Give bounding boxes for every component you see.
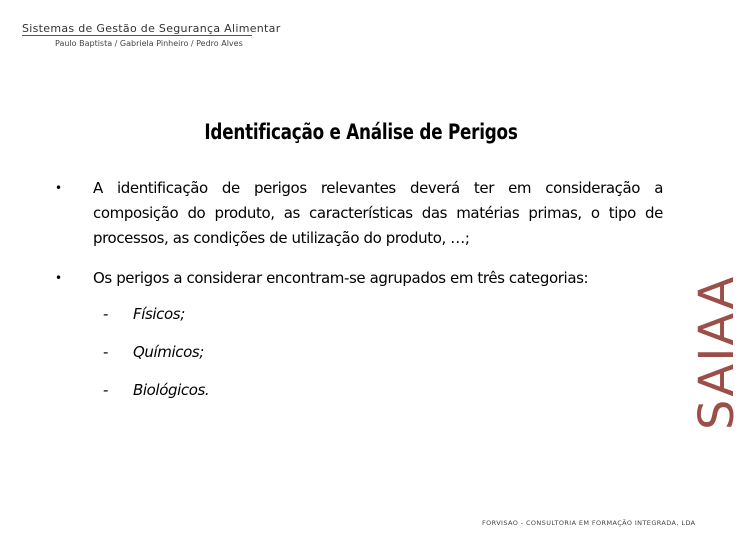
bullet-marker: • [55, 181, 62, 195]
saiaa-logo: SAIAA [689, 274, 745, 430]
slide-title: Identificação e Análise de Perigos [204, 120, 518, 144]
bullet-item [55, 266, 663, 403]
dash-marker: - [103, 343, 109, 361]
category-label: Físicos; [133, 305, 185, 323]
category-item-biological [103, 378, 663, 403]
footer-company: FORVISAO - CONSULTORIA EM FORMAÇÃO INTEGRADA, LDA [482, 519, 696, 527]
bullet-list [55, 176, 663, 403]
bullet-item [55, 176, 663, 251]
dash-marker: - [103, 381, 109, 399]
bullet-text: A identificação de perigos relevantes deverá ter em consideração a composição do produto, as características das matérias primas, o tipo de processos, as condições de utilização do produto, …; [93, 179, 663, 247]
category-label: Químicos; [133, 343, 204, 361]
dash-marker: - [103, 305, 109, 323]
category-item-physical [103, 302, 663, 327]
category-item-chemical [103, 340, 663, 365]
bullet-text: Os perigos a considerar encontram-se agrupados em três categorias: [93, 269, 589, 287]
category-label: Biológicos. [133, 381, 210, 399]
header-authors: Paulo Baptista / Gabriela Pinheiro / Pedro Alves [55, 39, 243, 48]
header-title: Sistemas de Gestão de Segurança Alimentar [22, 22, 281, 35]
header-divider [22, 35, 252, 36]
category-list [93, 302, 663, 403]
bullet-marker: • [55, 271, 62, 285]
